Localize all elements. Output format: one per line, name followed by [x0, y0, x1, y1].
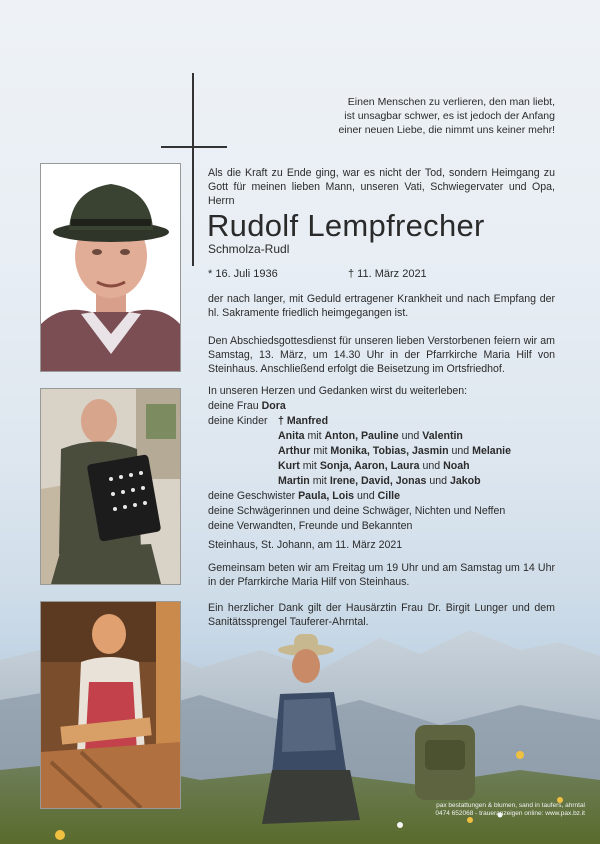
- wife-line: deine Frau Dora: [208, 400, 286, 412]
- kids-line: deine Kinder: [208, 415, 268, 427]
- birth-date: * 16. Juli 1936: [208, 268, 278, 280]
- footer: [430, 802, 585, 818]
- service-text: Den Abschiedsgottesdienst für unseren lieben Verstorbenen feiern wir am Samstag, 13. März, um 14.30 Uhr in der Pfarrkirche Maria Hilf von Steinhaus. Anschließend erfolgt die Beisetzung im Ortsfriedhof.: [208, 335, 555, 375]
- place-date: Steinhaus, St. Johann, am 11. März 2021: [208, 539, 403, 551]
- relatives-block: [208, 489, 555, 534]
- family-heading: In unseren Herzen und Gedanken wirst du weiterleben:: [208, 385, 468, 397]
- backpack: [415, 725, 475, 800]
- kid-row: † Manfred: [278, 415, 329, 427]
- inlaws-line: deine Schwägerinnen und deine Schwäger, Nichten und Neffen: [208, 505, 506, 517]
- footer-line: 0474 652068 - traueranzeigen online: www.pax.bz.it: [435, 810, 585, 817]
- siblings-line: deine Geschwister Paula, Lois und Cille: [208, 490, 401, 502]
- cross-vertical: [192, 73, 194, 266]
- death-date: † 11. März 2021: [348, 268, 427, 280]
- intro-text: Als die Kraft zu Ende ging, war es nicht der Tod, sondern Heimgang zu Gott für meinen lieben Mann, unseren Vati, Schwiegervater und Opa, Herrn: [208, 167, 555, 207]
- prayer-text: Gemeinsam beten wir am Freitag um 19 Uhr und am Samstag um 14 Uhr in der Pfarrkirche Maria Hilf von Steinhaus.: [208, 562, 555, 588]
- deceased-name: Rudolf Lempfrecher: [207, 208, 485, 243]
- quote-line: ist unsagbar schwer, es ist jedoch der Anfang: [344, 110, 555, 122]
- kid-row: Arthur mit Monika, Tobias, Jasmin und Melanie: [278, 445, 511, 457]
- woodwork-photo: [40, 601, 181, 809]
- accordion-photo: [40, 388, 181, 585]
- portrait-photo: [40, 163, 181, 372]
- quote-line: Einen Menschen zu verlieren, den man liebt,: [347, 96, 555, 108]
- cross-horizontal: [161, 146, 227, 148]
- quote: [300, 95, 555, 137]
- nickname: Schmolza-Rudl: [208, 242, 290, 256]
- kid-row: Anita mit Anton, Pauline und Valentin: [278, 430, 463, 442]
- quote-line: einer neuen Liebe, die nimmt uns keiner mehr!: [338, 124, 555, 136]
- illness-text: der nach langer, mit Geduld ertragener Krankheit und nach Empfang der hl. Sakramente friedlich heimgegangen ist.: [208, 293, 555, 319]
- relatives-line: deine Verwandten, Freunde und Bekannten: [208, 520, 413, 532]
- life-dates: [208, 268, 427, 280]
- kids-list: [278, 414, 511, 489]
- thanks-text: Ein herzlicher Dank gilt der Hausärztin Frau Dr. Birgit Lunger und dem Sanitätssprengel Tauferer-Ahrntal.: [208, 602, 555, 628]
- footer-line: pax bestattungen & blumen, sand in taufers, ahrntal: [436, 802, 585, 809]
- kid-row: Martin mit Irene, David, Jonas und Jakob: [278, 475, 481, 487]
- kid-row: Kurt mit Sonja, Aaron, Laura und Noah: [278, 460, 470, 472]
